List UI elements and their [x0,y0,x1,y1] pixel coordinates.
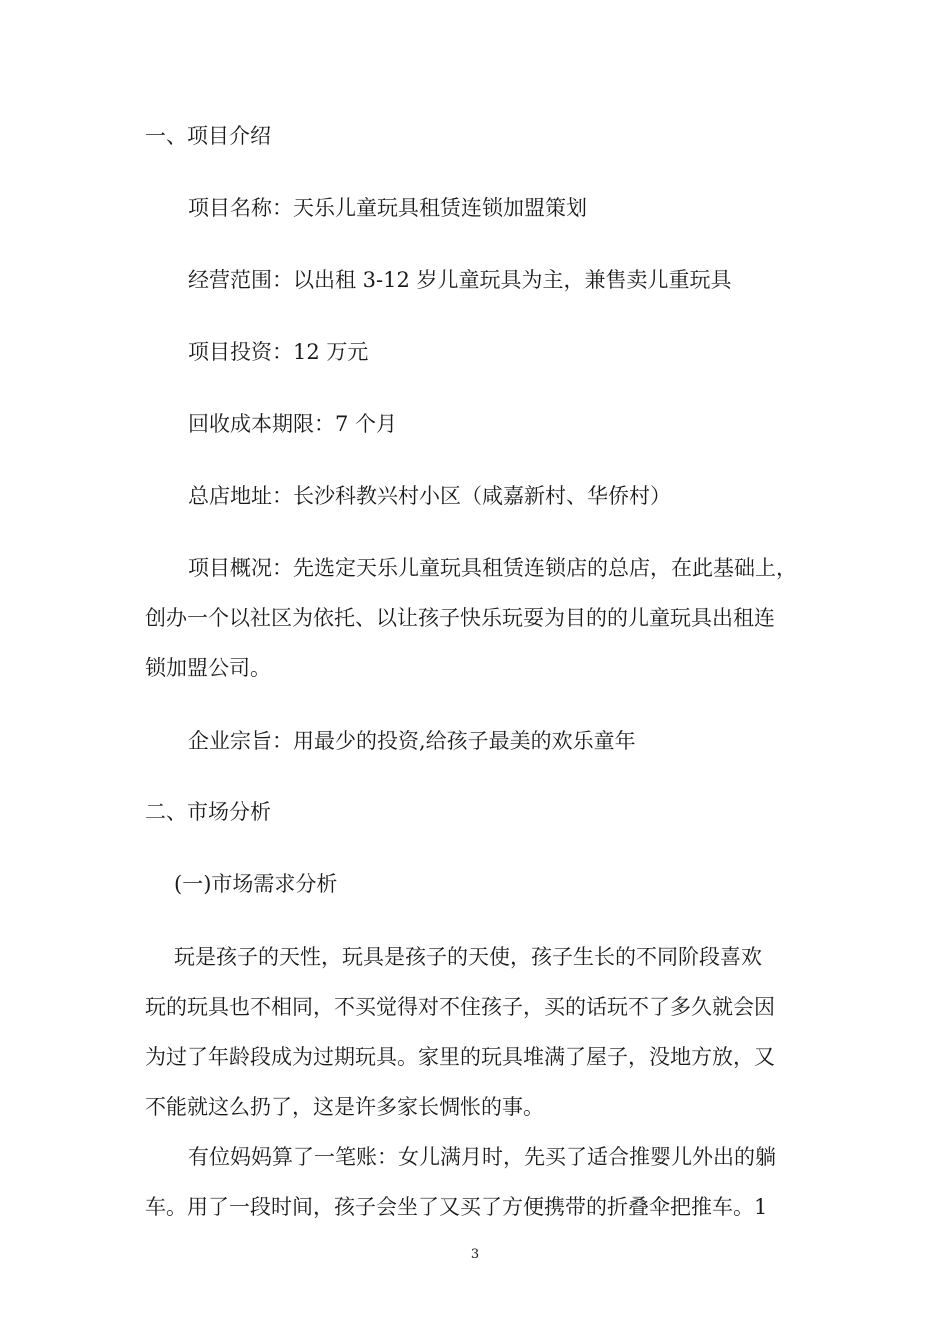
overview-line-3: 锁加盟公司。 [145,656,271,680]
investment-line: 项目投资：12 万元 [188,340,369,364]
paragraph2-line-1: 有位妈妈算了一笔账：女儿满月时，先买了适合推婴儿外出的躺 [188,1145,776,1169]
project-name-line: 项目名称：天乐儿童玩具租赁连锁加盟策划 [188,196,587,220]
overview-line-1: 项目概况：先选定天乐儿童玩具租赁连锁店的总店，在此基础上， [188,556,797,580]
paragraph1-line-4: 不能就这么扔了，这是许多家长惆怅的事。 [145,1095,544,1119]
overview-line-2: 创办一个以社区为依托、以让孩子快乐玩耍为目的的儿童玩具出租连 [145,606,775,630]
paragraph1-line-1: 玩是孩子的天性，玩具是孩子的天使，孩子生长的不同阶段喜欢 [174,945,762,969]
paragraph1-line-3: 为过了年龄段成为过期玩具。家里的玩具堆满了屋子，没地方放，又 [145,1045,775,1069]
section-heading-market-analysis: 二、市场分析 [145,800,271,824]
paragraph2-line-2: 车。用了一段时间，孩子会坐了又买了方便携带的折叠伞把推车。1 [145,1195,768,1219]
subsection-heading-demand: (一)市场需求分析 [174,872,338,896]
payback-period-line: 回收成本期限：7 个月 [188,412,398,436]
paragraph1-line-2: 玩的玩具也不相同，不买觉得对不住孩子，买的话玩不了多久就会因 [145,995,775,1019]
mission-line: 企业宗旨：用最少的投资,给孩子最美的欢乐童年 [188,729,636,753]
business-scope-line: 经营范围：以出租 3-12 岁儿童玩具为主，兼售卖儿重玩具 [188,268,732,292]
page-number: 3 [470,1247,480,1262]
section-heading-project-intro: 一、项目介绍 [145,124,271,148]
hq-address-line: 总店地址：长沙科教兴村小区（咸嘉新村、华侨村） [188,484,671,508]
